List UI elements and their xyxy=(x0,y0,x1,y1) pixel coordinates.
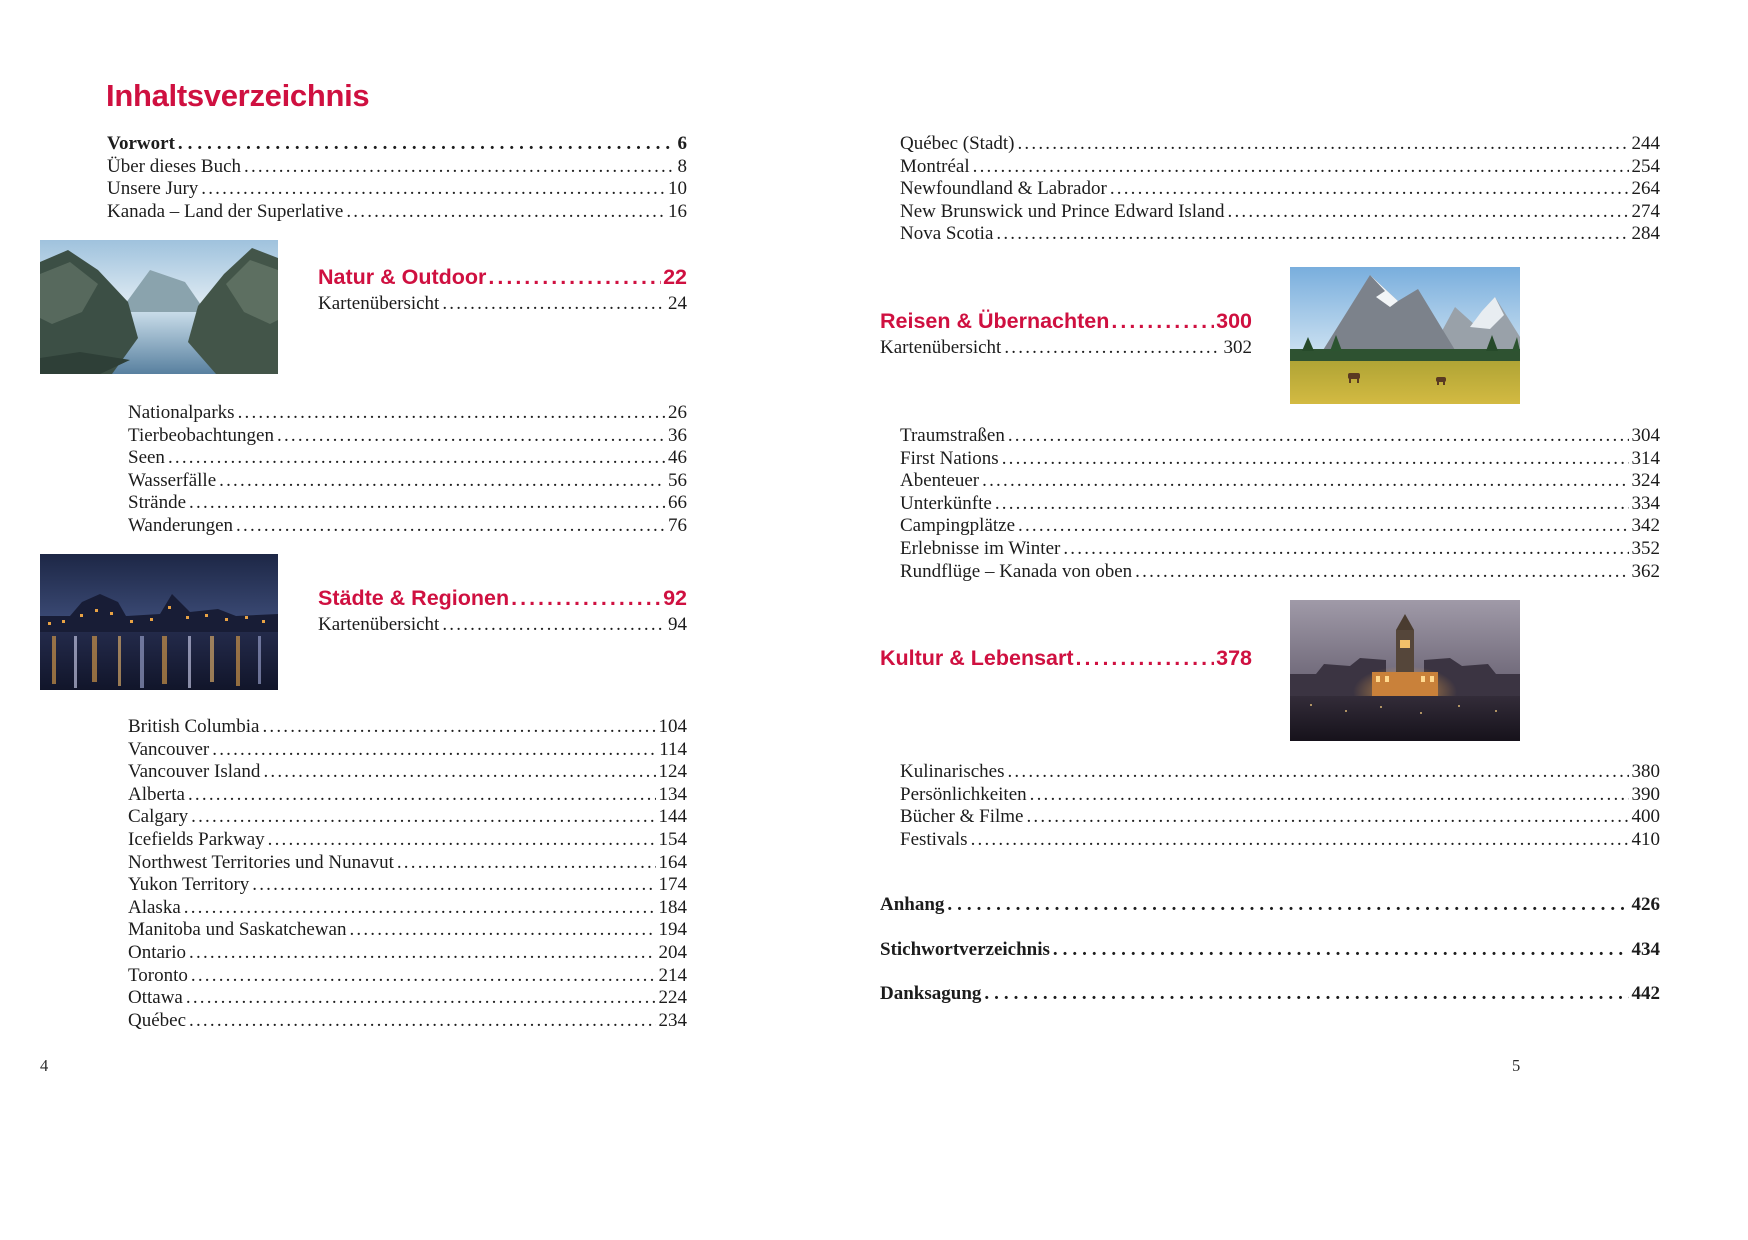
dot-leader xyxy=(238,402,665,425)
toc-entry-label: Vancouver xyxy=(128,738,210,760)
culture-items-list xyxy=(900,761,1660,851)
toc-entry-label: Vorwort xyxy=(107,133,175,154)
toc-entry xyxy=(128,919,687,942)
dot-leader xyxy=(184,897,656,920)
section-heading-cities xyxy=(318,585,687,611)
section-heading-label: Städte & Regionen xyxy=(318,586,510,610)
toc-entry-page: 174 xyxy=(658,874,687,896)
toc-entry-label: Vancouver Island xyxy=(128,761,261,783)
toc-entry xyxy=(128,874,687,897)
toc-entry xyxy=(900,806,1660,829)
section-travel-heading-block xyxy=(880,308,1252,360)
toc-entry-label: Erlebnisse im Winter xyxy=(900,537,1061,559)
toc-entry xyxy=(128,470,687,493)
dot-leader xyxy=(189,942,655,965)
toc-entry-label: Yukon Territory xyxy=(128,874,250,896)
toc-entry-label: Wasserfälle xyxy=(128,469,217,491)
back-matter-list xyxy=(880,894,1660,1006)
toc-entry-page: 6 xyxy=(677,133,687,154)
toc-entry-page: 214 xyxy=(658,964,687,986)
toc-entry xyxy=(900,448,1660,471)
toc-entry xyxy=(900,561,1660,584)
section-nature-heading-block xyxy=(318,264,687,316)
toc-entry-label: Festivals xyxy=(900,828,968,850)
dot-leader xyxy=(397,852,656,875)
toc-entry-label: Traumstraßen xyxy=(900,425,1005,446)
map-overview-label: Kartenübersicht xyxy=(318,614,440,635)
toc-entry-label: Ottawa xyxy=(128,987,183,1009)
dot-leader xyxy=(1228,201,1629,224)
toc-entry-page: 8 xyxy=(677,155,687,177)
toc-entry-label: Calgary xyxy=(128,806,189,828)
toc-entry-label: Québec xyxy=(128,1009,187,1031)
dot-leader xyxy=(201,178,665,201)
toc-entry-page: 314 xyxy=(1631,447,1660,469)
toc-entry-page: 36 xyxy=(668,424,687,446)
section-heading-label: Reisen & Übernachten xyxy=(880,309,1110,333)
front-matter-list xyxy=(107,133,687,223)
map-overview-label: Kartenübersicht xyxy=(318,293,440,314)
toc-entry-label: Bücher & Filme xyxy=(900,806,1024,828)
map-overview-row xyxy=(880,337,1252,360)
section-heading-page: 92 xyxy=(663,586,687,610)
dot-leader xyxy=(488,264,661,290)
toc-entry-label: Alberta xyxy=(128,783,185,805)
toc-entry-label: Ontario xyxy=(128,941,187,963)
toc-entry-page: 442 xyxy=(1631,983,1660,1005)
toc-entry-page: 264 xyxy=(1631,178,1660,200)
toc-entry-label: Persönlichkeiten xyxy=(900,783,1027,805)
fjord-river-cliffs-photo xyxy=(40,240,278,374)
dot-leader xyxy=(349,919,655,942)
section-heading-page: 378 xyxy=(1216,646,1252,670)
toc-entry-page: 194 xyxy=(658,919,687,941)
toc-entry xyxy=(900,515,1660,538)
dot-leader xyxy=(1030,784,1629,807)
toc-entry-page: 124 xyxy=(658,761,687,783)
right-page-number: 5 xyxy=(1512,1056,1521,1075)
toc-entry-page: 46 xyxy=(668,447,687,469)
toc-entry-page: 114 xyxy=(659,738,687,760)
dot-leader xyxy=(268,829,656,852)
toc-entry xyxy=(900,201,1660,224)
toc-entry-label: Kanada – Land der Superlative xyxy=(107,200,344,222)
cities-continued-list xyxy=(900,133,1660,246)
toc-entry xyxy=(880,939,1660,962)
toc-entry xyxy=(900,538,1660,561)
toc-entry-page: 352 xyxy=(1631,537,1660,559)
toc-entry-page: 342 xyxy=(1631,515,1660,537)
toc-entry-label: Abenteuer xyxy=(900,470,980,492)
toc-entry-label: Seen xyxy=(128,447,165,469)
toc-entry xyxy=(128,515,687,538)
section-heading-label: Kultur & Lebensart xyxy=(880,646,1074,670)
toc-entry xyxy=(107,133,687,156)
toc-entry-page: 362 xyxy=(1631,560,1660,582)
toc-entry xyxy=(900,133,1660,156)
section-heading-label: Natur & Outdoor xyxy=(318,265,487,289)
toc-entry xyxy=(900,425,1660,448)
dot-leader xyxy=(1063,538,1628,561)
toc-entry-page: 26 xyxy=(668,402,687,423)
toc-entry xyxy=(128,425,687,448)
toc-entry-page: 334 xyxy=(1631,492,1660,514)
toc-entry xyxy=(128,829,687,852)
toc-entry-page: 204 xyxy=(658,941,687,963)
toc-entry-label: Über dieses Buch xyxy=(107,155,242,177)
toc-entry-page: 380 xyxy=(1631,761,1660,782)
dot-leader xyxy=(1135,561,1628,584)
toc-entry-page: 410 xyxy=(1631,828,1660,850)
toc-entry-page: 104 xyxy=(658,716,687,737)
section-heading-page: 300 xyxy=(1216,309,1252,333)
dot-leader xyxy=(1008,425,1629,448)
dot-leader xyxy=(1076,645,1215,671)
map-overview-page: 94 xyxy=(668,614,687,635)
toc-entry-label: New Brunswick und Prince Edward Island xyxy=(900,200,1225,222)
toc-entry-page: 254 xyxy=(1631,155,1660,177)
left-page-number: 4 xyxy=(40,1056,49,1075)
toc-entry xyxy=(880,983,1660,1006)
dot-leader xyxy=(244,156,674,179)
toc-entry-page: 284 xyxy=(1631,223,1660,245)
map-overview-row xyxy=(318,293,687,316)
toc-entry xyxy=(128,942,687,965)
toc-entry xyxy=(900,829,1660,852)
toc-entry xyxy=(107,201,687,224)
map-overview-label: Kartenübersicht xyxy=(880,337,1002,358)
toc-entry xyxy=(128,716,687,739)
dot-leader xyxy=(189,1010,655,1033)
toc-entry xyxy=(128,852,687,875)
toc-entry-page: 390 xyxy=(1631,783,1660,805)
dot-leader xyxy=(971,829,1629,852)
toc-entry-label: Wanderungen xyxy=(128,514,234,536)
toc-entry-label: Stichwortverzeichnis xyxy=(880,938,1050,960)
toc-entry xyxy=(900,178,1660,201)
toc-entry-page: 10 xyxy=(668,178,687,200)
dot-leader xyxy=(277,425,665,448)
toc-entry-label: Strände xyxy=(128,492,187,514)
toc-entry xyxy=(107,156,687,179)
dot-leader xyxy=(442,293,665,316)
cities-items-list xyxy=(128,716,687,1032)
section-heading-nature xyxy=(318,264,687,290)
toc-entry xyxy=(107,178,687,201)
dot-leader xyxy=(1007,761,1628,784)
dot-leader xyxy=(191,965,656,988)
dot-leader xyxy=(1017,133,1628,156)
toc-entry xyxy=(128,987,687,1010)
map-overview-page: 24 xyxy=(668,293,687,314)
dot-leader xyxy=(1026,806,1628,829)
quebec-city-night-skyline-photo xyxy=(40,554,278,690)
dot-leader xyxy=(168,447,665,470)
toc-entry xyxy=(880,894,1660,917)
toc-entry xyxy=(900,470,1660,493)
toc-entry xyxy=(900,784,1660,807)
toc-entry-page: 434 xyxy=(1631,938,1660,960)
toc-entry-label: Nationalparks xyxy=(128,402,235,423)
toc-entry xyxy=(900,761,1660,784)
toc-entry-page: 426 xyxy=(1631,894,1660,915)
toc-entry-page: 16 xyxy=(668,200,687,222)
section-heading-page: 22 xyxy=(663,265,687,289)
section-heading-culture xyxy=(880,645,1252,671)
toc-entry-page: 244 xyxy=(1631,133,1660,154)
toc-entry xyxy=(128,897,687,920)
dot-leader xyxy=(973,156,1629,179)
nature-items-list xyxy=(128,402,687,538)
toc-entry xyxy=(900,223,1660,246)
dot-leader xyxy=(442,614,665,637)
toc-entry xyxy=(128,806,687,829)
dot-leader xyxy=(1111,308,1214,334)
toc-entry-page: 184 xyxy=(658,896,687,918)
toc-entry-page: 76 xyxy=(668,514,687,536)
toc-entry-page: 224 xyxy=(658,987,687,1009)
dot-leader xyxy=(996,223,1628,246)
dot-leader xyxy=(1018,515,1628,538)
dot-leader xyxy=(1004,337,1220,360)
toc-entry-label: Toronto xyxy=(128,964,188,986)
toc-entry-page: 56 xyxy=(668,469,687,491)
dot-leader xyxy=(995,493,1629,516)
toc-entry-page: 134 xyxy=(658,783,687,805)
dot-leader xyxy=(1002,448,1629,471)
toc-entry-label: British Columbia xyxy=(128,716,260,737)
toc-entry xyxy=(128,965,687,988)
toc-entry-label: Alaska xyxy=(128,896,181,918)
section-culture-heading-block xyxy=(880,645,1252,671)
dot-leader xyxy=(982,470,1628,493)
toc-entry-page: 400 xyxy=(1631,806,1660,828)
dot-leader xyxy=(188,784,656,807)
toc-entry xyxy=(128,761,687,784)
dot-leader xyxy=(511,585,661,611)
toc-entry-page: 144 xyxy=(658,806,687,828)
toc-entry-label: Rundflüge – Kanada von oben xyxy=(900,560,1133,582)
toc-entry-label: Unterkünfte xyxy=(900,492,992,514)
dot-leader xyxy=(1053,939,1629,962)
toc-entry-page: 154 xyxy=(658,828,687,850)
dot-leader xyxy=(219,470,665,493)
toc-entry-label: Campingplätze xyxy=(900,515,1016,537)
toc-entry-page: 324 xyxy=(1631,470,1660,492)
travel-items-list xyxy=(900,425,1660,583)
toc-entry-label: Québec (Stadt) xyxy=(900,133,1015,154)
toc-entry-page: 274 xyxy=(1631,200,1660,222)
toc-entry-label: Montréal xyxy=(900,155,970,177)
toc-entry xyxy=(128,402,687,425)
dot-leader xyxy=(262,716,655,739)
toc-entry-page: 234 xyxy=(658,1009,687,1031)
dot-leader xyxy=(346,201,665,224)
toc-entry-label: Northwest Territories und Nunavut xyxy=(128,851,394,873)
toc-entry-page: 304 xyxy=(1631,425,1660,446)
toc-entry xyxy=(128,447,687,470)
toc-entry xyxy=(900,156,1660,179)
toc-entry xyxy=(128,784,687,807)
dot-leader xyxy=(186,987,656,1010)
map-overview-row xyxy=(318,614,687,637)
dot-leader xyxy=(252,874,655,897)
dot-leader xyxy=(212,739,656,762)
dot-leader xyxy=(984,983,1628,1006)
toc-entry-label: Anhang xyxy=(880,894,945,915)
dot-leader xyxy=(189,492,665,515)
dot-leader xyxy=(191,806,655,829)
parliament-festival-dusk-photo xyxy=(1290,600,1520,741)
page-title: Inhaltsverzeichnis xyxy=(106,78,370,113)
dot-leader xyxy=(178,133,675,156)
dot-leader xyxy=(236,515,665,538)
section-heading-travel xyxy=(880,308,1252,334)
toc-entry xyxy=(128,492,687,515)
toc-entry xyxy=(900,493,1660,516)
toc-entry-label: Newfoundland & Labrador xyxy=(900,178,1107,200)
toc-entry-label: Tierbeobachtungen xyxy=(128,424,274,446)
toc-entry-label: First Nations xyxy=(900,447,999,469)
toc-entry-label: Kulinarisches xyxy=(900,761,1005,782)
mountain-meadow-caribou-photo xyxy=(1290,267,1520,404)
toc-entry-label: Unsere Jury xyxy=(107,178,199,200)
toc-entry xyxy=(128,739,687,762)
toc-entry-page: 164 xyxy=(658,851,687,873)
toc-entry xyxy=(128,1010,687,1033)
toc-entry-label: Manitoba und Saskatchewan xyxy=(128,919,347,941)
toc-entry-label: Nova Scotia xyxy=(900,223,994,245)
dot-leader xyxy=(263,761,655,784)
toc-entry-label: Icefields Parkway xyxy=(128,828,265,850)
section-cities-heading-block xyxy=(318,585,687,637)
toc-entry-label: Danksagung xyxy=(880,983,982,1005)
dot-leader xyxy=(1110,178,1629,201)
map-overview-page: 302 xyxy=(1223,337,1252,358)
toc-entry-page: 66 xyxy=(668,492,687,514)
dot-leader xyxy=(947,894,1628,917)
